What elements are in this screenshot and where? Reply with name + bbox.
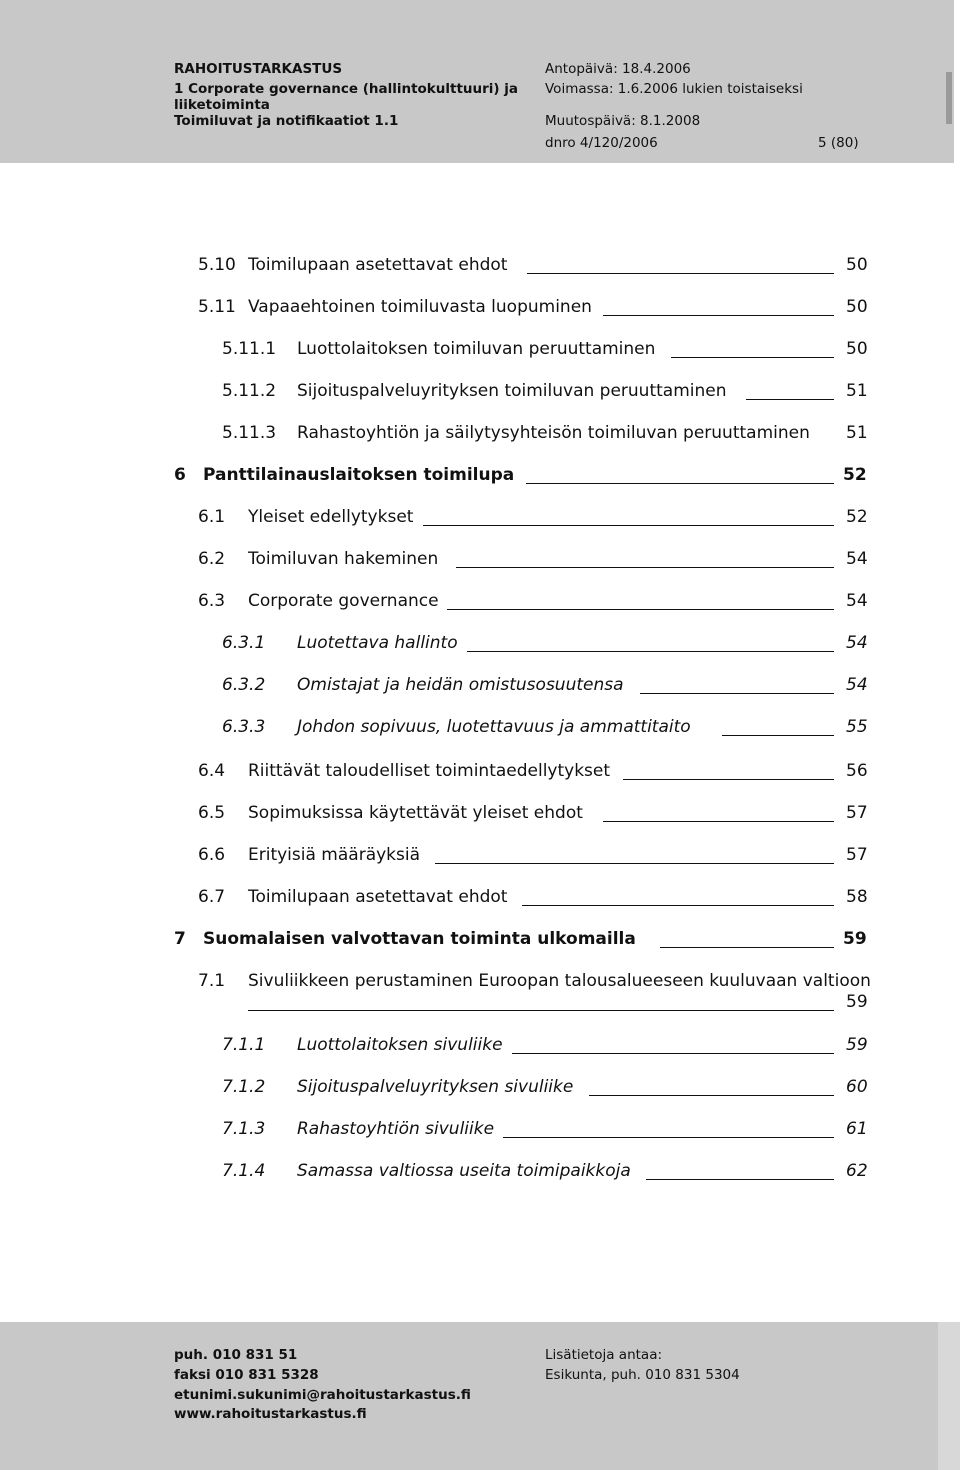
toc-entry[interactable] [0, 844, 960, 866]
toc-entry-title: Rahastoyhtiön sivuliike [297, 1119, 495, 1139]
footer-info-label: Lisätietoja antaa: [545, 1347, 663, 1363]
toc-entry-number: 5.11.2 [222, 381, 277, 401]
in-force-date: Voimassa: 1.6.2006 lukien toistaiseksi [545, 81, 803, 97]
toc-entry-title: Panttilainauslaitoksen toimilupa [203, 465, 515, 485]
toc-entry[interactable] [0, 886, 960, 908]
toc-leader-line [435, 863, 834, 864]
toc-entry-title: Yleiset edellytykset [248, 507, 414, 527]
toc-leader-line [660, 947, 834, 948]
toc-entry-page: 59 [846, 1035, 868, 1055]
toc-entry-title: Johdon sopivuus, luotettavuus ja ammattitaito [297, 717, 691, 737]
toc-entry-title: Samassa valtiossa useita toimipaikkoja [297, 1161, 631, 1181]
footer-fax: faksi 010 831 5328 [174, 1367, 319, 1383]
toc-leader-line [722, 735, 834, 736]
toc-leader-line [589, 1095, 834, 1096]
toc-entry-number: 7.1.3 [222, 1119, 266, 1139]
toc-entry-page: 54 [846, 633, 868, 653]
toc-entry-number: 5.11 [198, 297, 236, 317]
toc-leader-line [746, 399, 834, 400]
toc-entry-title: Sijoituspalveluyrityksen toimiluvan peruuttaminen [297, 381, 727, 401]
toc-entry-number: 6.4 [198, 761, 226, 781]
toc-entry-title: Vapaaehtoinen toimiluvasta luopuminen [248, 297, 592, 317]
toc-entry-page: 50 [846, 339, 868, 359]
toc-entry[interactable] [0, 1034, 960, 1056]
toc-entry-page: 58 [846, 887, 868, 907]
toc-entry-title: Suomalaisen valvottavan toiminta ulkomailla [203, 929, 636, 949]
toc-leader-line [456, 567, 834, 568]
issued-date: Antopäivä: 18.4.2006 [545, 61, 691, 77]
toc-entry-page: 57 [846, 845, 868, 865]
toc-entry-number: 7 [174, 929, 186, 949]
toc-entry-title: Toimiluvan hakeminen [248, 549, 439, 569]
toc-entry[interactable] [0, 928, 960, 950]
toc-entry[interactable] [0, 296, 960, 318]
toc-entry-page: 59 [843, 929, 867, 949]
toc-entry[interactable] [0, 464, 960, 486]
toc-entry-page: 59 [846, 992, 868, 1012]
toc-entry[interactable] [0, 802, 960, 824]
toc-entry-number: 6.1 [198, 507, 226, 527]
toc-entry-page: 51 [846, 423, 868, 443]
toc-entry-number: 6.3.1 [222, 633, 266, 653]
toc-entry-number: 5.11.1 [222, 339, 277, 359]
toc-entry[interactable] [0, 548, 960, 570]
toc-leader-line [467, 651, 834, 652]
toc-entry[interactable] [0, 254, 960, 276]
header-right-strip [954, 0, 960, 163]
toc-leader-line [603, 821, 834, 822]
doc-title-line3: Toimiluvat ja notifikaatiot 1.1 [174, 113, 399, 129]
toc-entry[interactable] [0, 760, 960, 782]
toc-entry-title: Rahastoyhtiön ja säilytysyhteisön toimiluvan peruuttaminen [297, 423, 810, 443]
toc-leader-line [603, 315, 834, 316]
toc-entry-page: 54 [846, 675, 868, 695]
toc-entry-title: Sijoituspalveluyrityksen sivuliike [297, 1077, 574, 1097]
toc-entry-number: 7.1.1 [222, 1035, 266, 1055]
toc-leader-line [423, 525, 834, 526]
toc-leader-line [623, 779, 834, 780]
page-number: 5 (80) [818, 135, 859, 151]
toc-entry[interactable] [0, 1076, 960, 1098]
doc-title-line2: liiketoiminta [174, 97, 270, 113]
toc-entry-page: 50 [846, 255, 868, 275]
toc-entry-title: Sopimuksissa käytettävät yleiset ehdot [248, 803, 583, 823]
toc-entry-page: 52 [846, 507, 868, 527]
page-footer [0, 1322, 938, 1470]
toc-leader-line [671, 357, 834, 358]
toc-entry[interactable] [0, 970, 960, 1014]
toc-entry-number: 6 [174, 465, 186, 485]
toc-leader-line [527, 273, 834, 274]
toc-leader-line [503, 1137, 834, 1138]
toc-entry-page: 52 [843, 465, 867, 485]
toc-leader-line [447, 609, 834, 610]
toc-entry-number: 6.5 [198, 803, 226, 823]
toc-entry-title: Riittävät taloudelliset toimintaedellytykset [248, 761, 611, 781]
toc-entry-page: 50 [846, 297, 868, 317]
toc-leader-line [512, 1053, 834, 1054]
toc-entry[interactable] [0, 632, 960, 654]
toc-leader-line [640, 693, 834, 694]
toc-entry-page: 57 [846, 803, 868, 823]
toc-entry-number: 7.1.2 [222, 1077, 266, 1097]
toc-entry[interactable] [0, 716, 960, 738]
toc-entry-number: 5.10 [198, 255, 236, 275]
page-header [0, 0, 954, 163]
footer-edge-bar [938, 1322, 960, 1470]
toc-entry-title: Luottolaitoksen toimiluvan peruuttaminen [297, 339, 656, 359]
toc-entry-title: Toimilupaan asetettavat ehdot [248, 887, 508, 907]
org-name: RAHOITUSTARKASTUS [174, 61, 343, 77]
toc-entry-page: 62 [846, 1161, 868, 1181]
toc-entry[interactable] [0, 1160, 960, 1182]
footer-phone: puh. 010 831 51 [174, 1347, 298, 1363]
toc-entry-number: 6.2 [198, 549, 226, 569]
record-number: dnro 4/120/2006 [545, 135, 658, 151]
doc-title-line1: 1 Corporate governance (hallintokulttuuri) ja [174, 81, 519, 97]
toc-entry[interactable] [0, 674, 960, 696]
toc-entry-page: 61 [846, 1119, 868, 1139]
toc-entry[interactable] [0, 1118, 960, 1140]
footer-email: etunimi.sukunimi@rahoitustarkastus.fi [174, 1387, 471, 1403]
toc-entry-title: Toimilupaan asetettavat ehdot [248, 255, 508, 275]
toc-entry[interactable] [0, 338, 960, 360]
toc-entry-page: 54 [846, 549, 868, 569]
toc-leader-line [522, 905, 834, 906]
toc-entry-title: Luotettava hallinto [297, 633, 458, 653]
toc-entry-number: 6.3.2 [222, 675, 266, 695]
toc-entry[interactable] [0, 506, 960, 528]
toc-entry-page: 55 [846, 717, 868, 737]
toc-entry-number: 6.7 [198, 887, 226, 907]
toc-entry-page: 56 [846, 761, 868, 781]
toc-entry-number: 6.3 [198, 591, 226, 611]
toc-entry-page: 54 [846, 591, 868, 611]
toc-entry-title: Omistajat ja heidän omistusosuutensa [297, 675, 624, 695]
footer-info-contact: Esikunta, puh. 010 831 5304 [545, 1367, 740, 1383]
toc-entry-number: 7.1.4 [222, 1161, 266, 1181]
toc-entry-title: Sivuliikkeen perustaminen Euroopan talousalueeseen kuuluvaan valtioon [248, 971, 871, 991]
header-edge-bar [946, 72, 952, 124]
toc-entry[interactable] [0, 422, 960, 444]
toc-entry[interactable] [0, 380, 960, 402]
toc-entry-number: 6.6 [198, 845, 226, 865]
toc-entry-title: Erityisiä määräyksiä [248, 845, 421, 865]
toc-entry-title: Corporate governance [248, 591, 439, 611]
toc-entry-number: 7.1 [198, 971, 226, 991]
toc-entry-page: 51 [846, 381, 868, 401]
amended-date: Muutospäivä: 8.1.2008 [545, 113, 701, 129]
toc-leader-line [646, 1179, 834, 1180]
footer-website: www.rahoitustarkastus.fi [174, 1406, 367, 1422]
toc-entry-title: Luottolaitoksen sivuliike [297, 1035, 503, 1055]
toc-leader-line [248, 1010, 834, 1011]
toc-entry[interactable] [0, 590, 960, 612]
toc-entry-number: 5.11.3 [222, 423, 277, 443]
toc-leader-line [526, 483, 834, 484]
toc-entry-number: 6.3.3 [222, 717, 266, 737]
toc-entry-page: 60 [846, 1077, 868, 1097]
